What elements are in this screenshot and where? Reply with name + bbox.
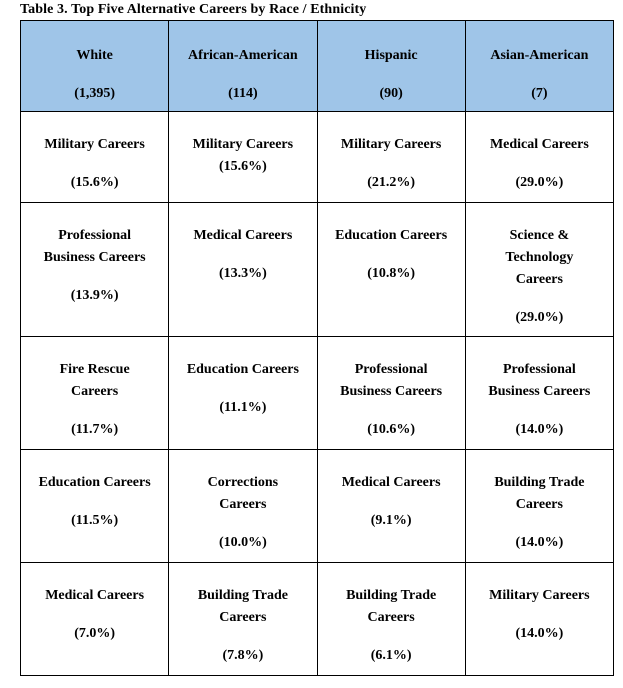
career-percentage: (13.3%) (218, 266, 267, 281)
career-name: Military Careers (489, 588, 590, 603)
career-percentage: (9.1%) (370, 513, 412, 528)
table-caption: Table 3. Top Five Alternative Careers by Race / Ethnicity (20, 2, 367, 17)
career-percentage: (7.0%) (74, 626, 116, 641)
header-name: Asian-American (490, 48, 589, 63)
header-row (21, 21, 614, 112)
career-percentage: (29.0%) (515, 175, 564, 190)
career-name: Military Careers (44, 137, 145, 152)
career-name: Science & Technology Careers (505, 228, 574, 287)
career-percentage: (29.0%) (515, 310, 564, 325)
career-percentage: (13.9%) (70, 288, 119, 303)
career-percentage: (14.0%) (515, 422, 564, 437)
career-name: Professional Business Careers (340, 362, 443, 399)
career-percentage: (14.0%) (515, 535, 564, 550)
header-cell-african-american (169, 21, 317, 112)
table-cell (465, 337, 613, 450)
career-name: Military Careers (192, 137, 294, 152)
table-cell (169, 450, 317, 563)
table-cell (317, 112, 465, 203)
header-cell-asian-american (465, 21, 613, 112)
table-cell (465, 450, 613, 563)
career-percentage: (15.6%) (218, 159, 267, 174)
career-percentage: (6.1%) (370, 648, 412, 663)
career-name: Corrections Careers (207, 475, 279, 512)
career-percentage: (11.1%) (219, 400, 267, 415)
table-row (21, 203, 614, 337)
table-cell (465, 203, 613, 337)
table-cell (169, 112, 317, 203)
table-cell (21, 337, 169, 450)
header-cell-white (21, 21, 169, 112)
table-cell (21, 450, 169, 563)
career-name: Professional Business Careers (43, 228, 146, 265)
table-row (21, 112, 614, 203)
career-name: Education Careers (38, 475, 151, 490)
header-name: Hispanic (364, 48, 418, 63)
career-name: Building Trade Careers (494, 475, 585, 512)
career-percentage: (7.8%) (222, 648, 264, 663)
career-name: Medical Careers (489, 137, 589, 152)
table-row (21, 563, 614, 676)
header-count: (1,395) (74, 86, 116, 101)
header-count: (7) (531, 86, 548, 101)
career-name: Education Careers (335, 228, 448, 243)
header-count: (114) (228, 86, 258, 101)
table-cell (465, 563, 613, 676)
career-name: Building Trade Careers (197, 588, 288, 625)
career-name: Medical Careers (193, 228, 293, 243)
career-percentage: (10.0%) (218, 535, 267, 550)
career-percentage: (15.6%) (70, 175, 119, 190)
table-cell (317, 337, 465, 450)
career-name: Building Trade Careers (346, 588, 437, 625)
header-name: White (76, 48, 113, 63)
table-cell (317, 203, 465, 337)
table-cell (21, 112, 169, 203)
header-name: African-American (188, 48, 298, 63)
career-percentage: (11.7%) (71, 422, 119, 437)
table-cell (317, 563, 465, 676)
career-name: Medical Careers (45, 588, 145, 603)
career-percentage: (10.6%) (367, 422, 416, 437)
table-row (21, 337, 614, 450)
career-name: Medical Careers (341, 475, 441, 490)
header-cell-hispanic (317, 21, 465, 112)
career-percentage: (11.5%) (71, 513, 119, 528)
career-name: Professional Business Careers (488, 362, 591, 399)
table-cell (21, 563, 169, 676)
table-cell (465, 112, 613, 203)
table-cell (169, 337, 317, 450)
table-cell (21, 203, 169, 337)
table-cell (317, 450, 465, 563)
career-percentage: (14.0%) (515, 626, 564, 641)
career-percentage: (21.2%) (367, 175, 416, 190)
careers-table (20, 20, 614, 676)
table-row (21, 450, 614, 563)
career-percentage: (10.8%) (367, 266, 416, 281)
table-cell (169, 563, 317, 676)
table-cell (169, 203, 317, 337)
career-name: Education Careers (186, 362, 299, 377)
career-name: Military Careers (340, 137, 442, 152)
career-name: Fire Rescue Careers (59, 362, 130, 399)
header-count: (90) (379, 86, 403, 101)
